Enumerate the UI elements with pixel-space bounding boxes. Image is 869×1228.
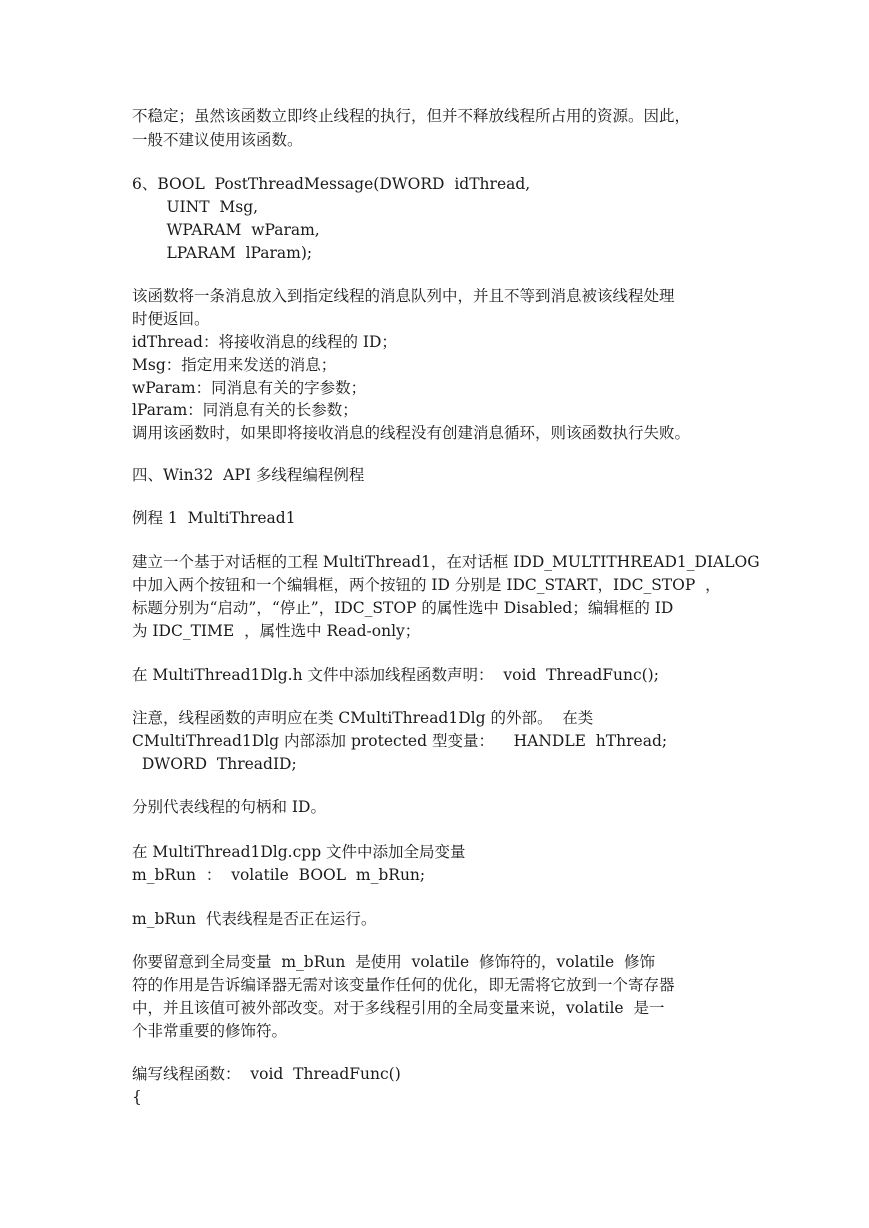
text-line: idThread：将接收消息的线程的 ID； — [132, 333, 397, 351]
text-line: wParam：同消息有关的字参数； — [132, 379, 367, 397]
text-line: 标题分别为“启动”，“停止”，IDC_STOP 的属性选中 Disabled；编辑框的 ID — [132, 599, 674, 617]
text-line: 注意，线程函数的声明应在类 CMultiThread1Dlg 的外部。 在类 — [132, 709, 594, 727]
code-line: WPARAM wParam, — [132, 221, 320, 239]
text-line: 在 MultiThread1Dlg.h 文件中添加线程函数声明： void ThreadFunc(); — [132, 666, 659, 684]
text-line: 中加入两个按钮和一个编辑框，两个按钮的 ID 分别是 IDC_START，IDC_STOP ， — [132, 576, 721, 594]
text-line: 分别代表线程的句柄和 ID。 — [132, 798, 326, 816]
text-line: 不稳定；虽然该函数立即终止线程的执行，但并不释放线程所占用的资源。因此， — [132, 107, 691, 125]
section-heading: 四、Win32 API 多线程编程例程 — [132, 466, 365, 484]
code-line: UINT Msg, — [132, 198, 259, 216]
code-line: 6、BOOL PostThreadMessage(DWORD idThread, — [132, 175, 531, 193]
text-line: 在 MultiThread1Dlg.cpp 文件中添加全局变量 — [132, 843, 466, 861]
text-line: Msg：指定用来发送的消息； — [132, 356, 337, 374]
text-line: 为 IDC_TIME ，属性选中 Read-only； — [132, 622, 421, 640]
code-line: LPARAM lParam); — [132, 244, 313, 262]
text-line: 建立一个基于对话框的工程 MultiThread1，在对话框 IDD_MULTITHREAD1_DIALOG — [132, 553, 760, 571]
text-line: 该函数将一条消息放入到指定线程的消息队列中，并且不等到消息被该线程处理 — [132, 287, 675, 305]
text-line: 时便返回。 — [132, 310, 210, 328]
text-line: 中，并且该值可被外部改变。对于多线程引用的全局变量来说，volatile 是一 — [132, 999, 665, 1017]
example-title: 例程 1 MultiThread1 — [132, 509, 296, 527]
text-line: 个非常重要的修饰符。 — [132, 1022, 288, 1040]
code-line: { — [132, 1088, 142, 1106]
text-line: 符的作用是告诉编译器无需对该变量作任何的优化，即无需将它放到一个寄存器 — [132, 976, 675, 994]
text-line: 调用该函数时，如果即将接收消息的线程没有创建消息循环，则该函数执行失败。 — [132, 424, 691, 442]
text-line: CMultiThread1Dlg 内部添加 protected 型变量： HANDLE hThread; — [132, 732, 668, 750]
text-line: lParam：同消息有关的长参数； — [132, 401, 358, 419]
code-line: m_bRun ： volatile BOOL m_bRun; — [132, 866, 426, 884]
code-line: 编写线程函数： void ThreadFunc() — [132, 1065, 401, 1083]
text-line: 你要留意到全局变量 m_bRun 是使用 volatile 修饰符的，volatile 修饰 — [132, 953, 655, 971]
text-line: 一般不建议使用该函数。 — [132, 131, 303, 149]
text-line: m_bRun 代表线程是否正在运行。 — [132, 910, 377, 928]
code-line: DWORD ThreadID; — [132, 755, 297, 773]
